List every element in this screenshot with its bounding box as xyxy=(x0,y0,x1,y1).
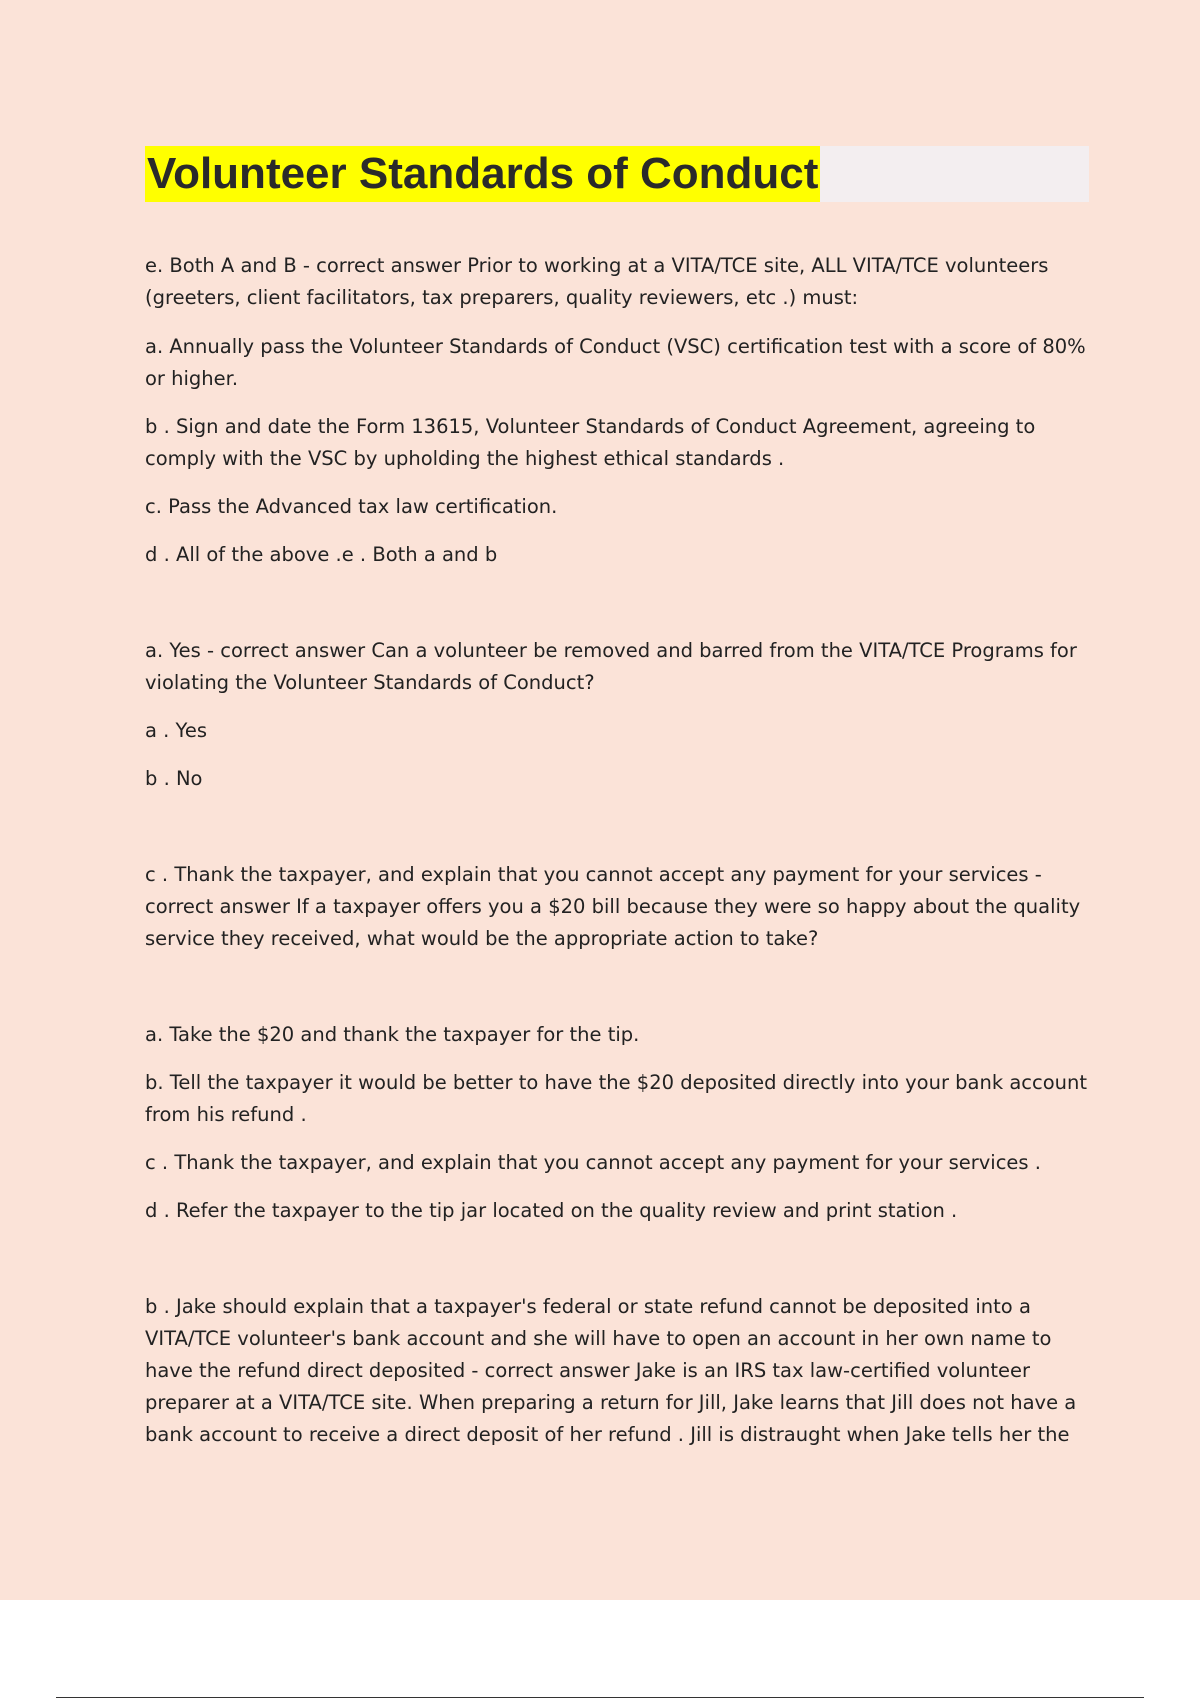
option-a: a. Annually pass the Volunteer Standards of Conduct (VSC) certification test with a score of 80% or higher. xyxy=(145,335,1086,390)
question-block-3 xyxy=(145,859,1090,955)
option-d: d . Refer the taxpayer to the tip jar located on the quality review and print station . xyxy=(145,1199,958,1222)
answer-and-question: e. Both A and B - correct answer Prior to working at a VITA/TCE site, ALL VITA/TCE volunteers (greeters, client facilitators, tax preparers, quality reviewers, etc .) must: xyxy=(145,254,1049,309)
option-b: b . Sign and date the Form 13615, Volunteer Standards of Conduct Agreement, agreeing to comply with the VSC by upholding the highest ethical standards . xyxy=(145,415,1036,470)
section-gap xyxy=(145,1227,1090,1291)
footer-divider xyxy=(56,1697,1144,1698)
answer-and-question: c . Thank the taxpayer, and explain that you cannot accept any payment for your services - correct answer If a taxpayer offers you a $20 bill because they were so happy about the quality service they received, what would be the appropriate action to take? xyxy=(145,863,1081,950)
option-a: a . Yes xyxy=(145,719,208,742)
document-body xyxy=(145,250,1090,1451)
option-d: d . All of the above .e . Both a and b xyxy=(145,543,498,566)
answer-and-question: b . Jake should explain that a taxpayer's federal or state refund cannot be deposited into a VITA/TCE volunteer's bank account and she will have to open an account in her own name to have the refund direct deposited - correct answer Jake is an IRS tax law-certified volunteer preparer at a VITA/TCE site. When preparing a return for Jill, Jake learns that Jill does not have a bank account to receive a direct deposit of her refund . Jill is distraught when Jake tells her the xyxy=(145,1295,1077,1446)
option-c: c . Thank the taxpayer, and explain that you cannot accept any payment for your services . xyxy=(145,1151,1041,1174)
question-block-4 xyxy=(145,1291,1090,1451)
section-gap xyxy=(145,795,1090,859)
question-block-2 xyxy=(145,635,1090,795)
page-title: Volunteer Standards of Conduct xyxy=(145,146,820,202)
option-a: a. Take the $20 and thank the taxpayer for the tip. xyxy=(145,1023,640,1046)
section-gap xyxy=(145,955,1090,1019)
title-bar xyxy=(145,146,1089,202)
option-b: b. Tell the taxpayer it would be better to have the $20 deposited directly into your bank account from his refund . xyxy=(145,1071,1088,1126)
question-block-3-options xyxy=(145,1019,1090,1227)
answer-and-question: a. Yes - correct answer Can a volunteer be removed and barred from the VITA/TCE Programs for violating the Volunteer Standards of Conduct? xyxy=(145,639,1077,694)
section-gap xyxy=(145,571,1090,635)
option-b: b . No xyxy=(145,767,203,790)
question-block-1 xyxy=(145,250,1090,571)
option-c: c. Pass the Advanced tax law certification. xyxy=(145,495,558,518)
